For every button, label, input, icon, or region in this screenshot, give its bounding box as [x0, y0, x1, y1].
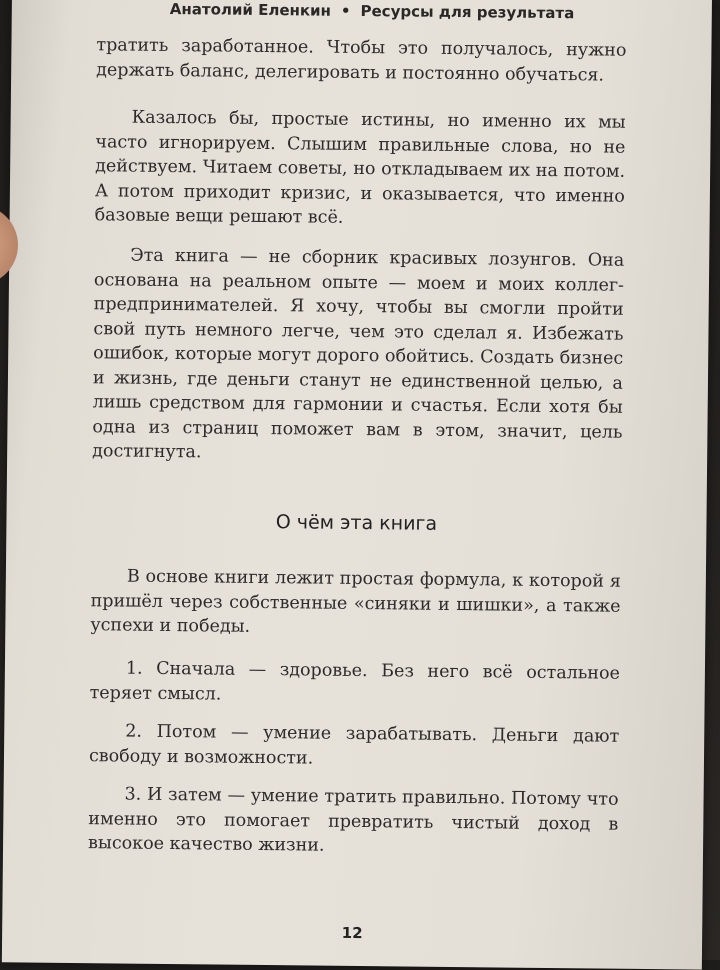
text-block [95, 105, 626, 233]
paragraph-continued: тратить заработанное. Чтобы это получалось, нужно держать баланс, делегировать и постоянно обучаться. [96, 35, 627, 86]
section-heading: О чём эта книга [275, 511, 438, 535]
list-item: 3. И затем — умение тратить правильно. Потому что именно это помогает превратить чистый доход в высокое качество жизни. [87, 784, 619, 856]
section-intro: В основе книги лежит простая формула, к которой я пришёл через собственные «синяки и шишки», а также успехи и победы. [90, 566, 621, 637]
numbered-list [88, 656, 620, 875]
paragraph: Эта книга — не сборник красивых лозунгов. Она основана на реальном опыте — моем и моих коллег-предпринимателей. Я хочу, чтобы вы смогли пройти свой путь немного легче, чем это сделал я. Избежать ошибок, которые могут дорого обойтись. Создать бизнес и жизнь, где деньги станут не единственной целью, а лишь средством для гармонии и счастья. Если хотя бы одна из страниц поможет вам в этом, значит, цель достигнута. [92, 245, 625, 463]
book-page [2, 0, 712, 970]
header-book-title: Ресурсы для результата [360, 1, 575, 23]
header-author: Анатолий Еленкин [169, 0, 332, 20]
text-block [90, 564, 621, 643]
list-item: 1. Сначала — здоровье. Без него всё остальное теряет смысл. [89, 658, 621, 705]
text-block [92, 243, 624, 469]
list-item: 2. Потом — умение зарабатывать. Деньги дают свободу и возможности. [88, 721, 620, 769]
running-header [170, 0, 575, 22]
header-separator: • [340, 1, 351, 20]
paragraph: Казалось бы, простые истины, но именно их мы часто игнорируем. Слышим правильные слова, но не действуем. Читаем советы, но откладываем их на потом. А потом приходит кризис, и оказывается, что именно базовые вещи решают всё. [94, 107, 626, 228]
page-number: 12 [341, 923, 363, 943]
text-block [96, 33, 626, 88]
